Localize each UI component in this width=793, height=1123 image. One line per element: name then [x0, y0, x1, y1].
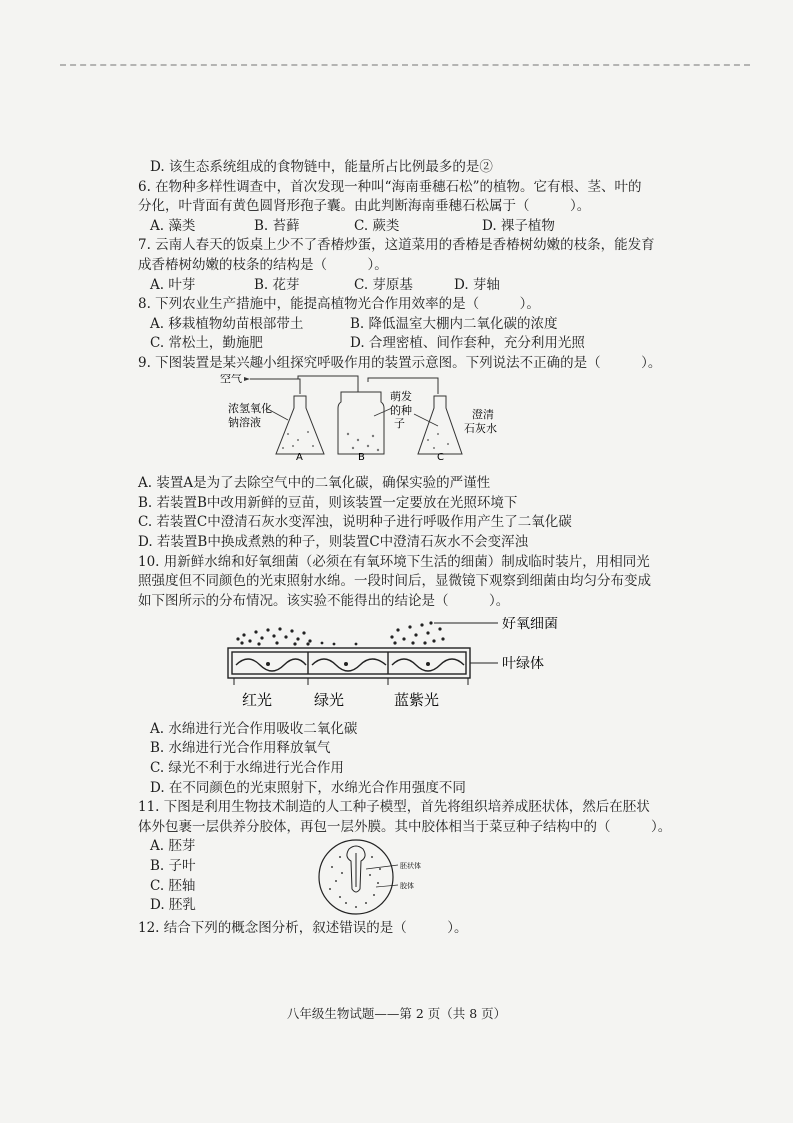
- q7-option-a: A. 叶芽: [150, 276, 196, 293]
- q9-stem: 9. 下图装置是某兴趣小组探究呼吸作用的装置示意图。下列说法不正确的是（ ）。: [138, 354, 662, 371]
- q6-stem-line2: 分化，叶背面有黄色圆肾形孢子囊。由此判断海南垂穗石松属于（ ）。: [138, 198, 591, 215]
- label-aerobic-bacteria: 好氧细菌: [502, 617, 558, 633]
- q7-stem-line2: 成香椿树幼嫩的枝条的结构是（ ）。: [138, 256, 388, 273]
- label-blue-violet-light: 蓝紫光: [394, 691, 440, 710]
- q8-option-d: D. 合理密植、间作套种，充分利用光照: [350, 335, 585, 352]
- label-limewater-line1: 澄清: [472, 407, 494, 421]
- q9-option-b: B. 若装置B中改用新鲜的豆苗，则该装置一定要放在光照环境下: [138, 494, 518, 511]
- q11-option-c: C. 胚轴: [150, 877, 196, 894]
- q8-option-c: C. 常松土，勤施肥: [150, 335, 263, 352]
- q5-option-d: D. 该生态系统组成的食物链中，能量所占比例最多的是②: [150, 159, 493, 175]
- q7-option-c: C. 芽原基: [354, 276, 413, 293]
- q7-stem-line1: 7. 云南人春天的饭桌上少不了香椿炒蛋，这道菜用的香椿是香椿树幼嫩的枝条，能发育: [138, 237, 655, 254]
- label-seeds-line2: 的种: [390, 403, 412, 417]
- q8-options-row2: [150, 334, 693, 354]
- label-device-c: C: [437, 451, 444, 460]
- q6-option-b: B. 苔藓: [254, 217, 300, 234]
- label-red-light: 红光: [242, 691, 273, 710]
- q10-option-a: A. 水绵进行光合作用吸收二氧化碳: [150, 720, 358, 737]
- label-embryoid: 胚状体: [400, 862, 421, 871]
- label-chloroplast: 叶绿体: [502, 656, 544, 673]
- q6-stem-line1: 6. 在物种多样性调查中，首次发现一种叫“海南垂穗石松”的植物。它有根、茎、叶的: [138, 178, 642, 195]
- q10-spirogyra-figure: [138, 617, 693, 720]
- q7-option-d: D. 芽轴: [454, 276, 500, 293]
- label-air: 空气: [220, 373, 242, 385]
- q11-stem-line1: 11. 下图是利用生物技术制造的人工种子模型，首先将组织培养成胚状体，然后在胚状: [138, 799, 650, 816]
- q10-stem-line1: 10. 用新鲜水绵和好氧细菌（必须在有氧环境下生活的细菌）制成临时装片，用相同光: [138, 553, 650, 570]
- label-limewater-line2: 石灰水: [464, 421, 497, 435]
- scan-top-line: [60, 64, 750, 66]
- aerobic-bacteria-dots: [236, 622, 444, 646]
- q6-option-d: D. 裸子植物: [482, 217, 555, 234]
- q6-option-a: A. 藻类: [150, 217, 196, 234]
- q10-stem-line3: 如下图所示的分布情况。该实验不能得出的结论是（ ）。: [138, 592, 510, 609]
- q9-respiration-apparatus-figure: [138, 374, 693, 467]
- label-device-a: A: [296, 451, 303, 460]
- q7-options: [150, 276, 693, 296]
- q7-option-b: B. 花芽: [254, 276, 300, 293]
- q8-option-b: B. 降低温室大棚内二氧化碳的浓度: [350, 315, 558, 332]
- q10-option-b: B. 水绵进行光合作用释放氧气: [150, 740, 331, 757]
- exam-page: [138, 158, 693, 939]
- label-seeds-line3: 子: [394, 416, 405, 430]
- label-seeds-line1: 萌发: [390, 389, 412, 403]
- q11-stem-line2: 体外包裹一层供养分胶体，再包一层外膜。其中胶体相当于菜豆种子结构中的（ ）。: [138, 818, 672, 835]
- q8-option-a: A. 移栽植物幼苗根部带土: [150, 315, 304, 332]
- q11-option-a: A. 胚芽: [150, 838, 196, 855]
- q6-options: [150, 217, 693, 237]
- respiration-apparatus-diagram: [138, 374, 693, 460]
- label-naoh-line1: 浓氢氧化: [228, 401, 272, 415]
- page-footer: 八年级生物试题——第 2 页（共 8 页）: [286, 1006, 507, 1021]
- q11-options-block: [138, 837, 693, 917]
- q9-option-a: A. 装置A是为了去除空气中的二氧化碳，确保实验的严谨性: [138, 475, 491, 492]
- q9-option-c: C. 若装置C中澄清石灰水变浑浊，说明种子进行呼吸作用产生了二氧化碳: [138, 514, 572, 531]
- q8-stem: 8. 下列农业生产措施中，能提高植物光合作用效率的是（ ）。: [138, 296, 540, 313]
- q10-stem-line2: 照强度但不同颜色的光束照射水绵。一段时间后，显微镜下观察到细菌由均匀分布变成: [138, 573, 651, 590]
- q10-option-d: D. 在不同颜色的光束照射下，水绵光合作用强度不同: [150, 779, 466, 796]
- q11-option-b: B. 子叶: [150, 858, 196, 875]
- q9-option-d: D. 若装置B中换成煮熟的种子，则装置C中澄清石灰水不会变浑浊: [138, 533, 529, 550]
- spirogyra-bacteria-diagram: [138, 617, 693, 713]
- q12-stem: 12. 结合下列的概念图分析，叙述错误的是（ ）。: [138, 920, 468, 937]
- label-device-b: B: [358, 451, 365, 460]
- q8-options-row1: [150, 315, 693, 335]
- label-gel: 胶体: [400, 882, 414, 891]
- q10-option-c: C. 绿光不利于水绵进行光合作用: [150, 760, 344, 777]
- q11-option-d: D. 胚乳: [150, 897, 196, 914]
- label-green-light: 绿光: [314, 691, 345, 710]
- label-naoh-line2: 钠溶液: [228, 415, 261, 429]
- artificial-seed-diagram: [316, 837, 466, 917]
- q6-option-c: C. 蕨类: [354, 217, 400, 234]
